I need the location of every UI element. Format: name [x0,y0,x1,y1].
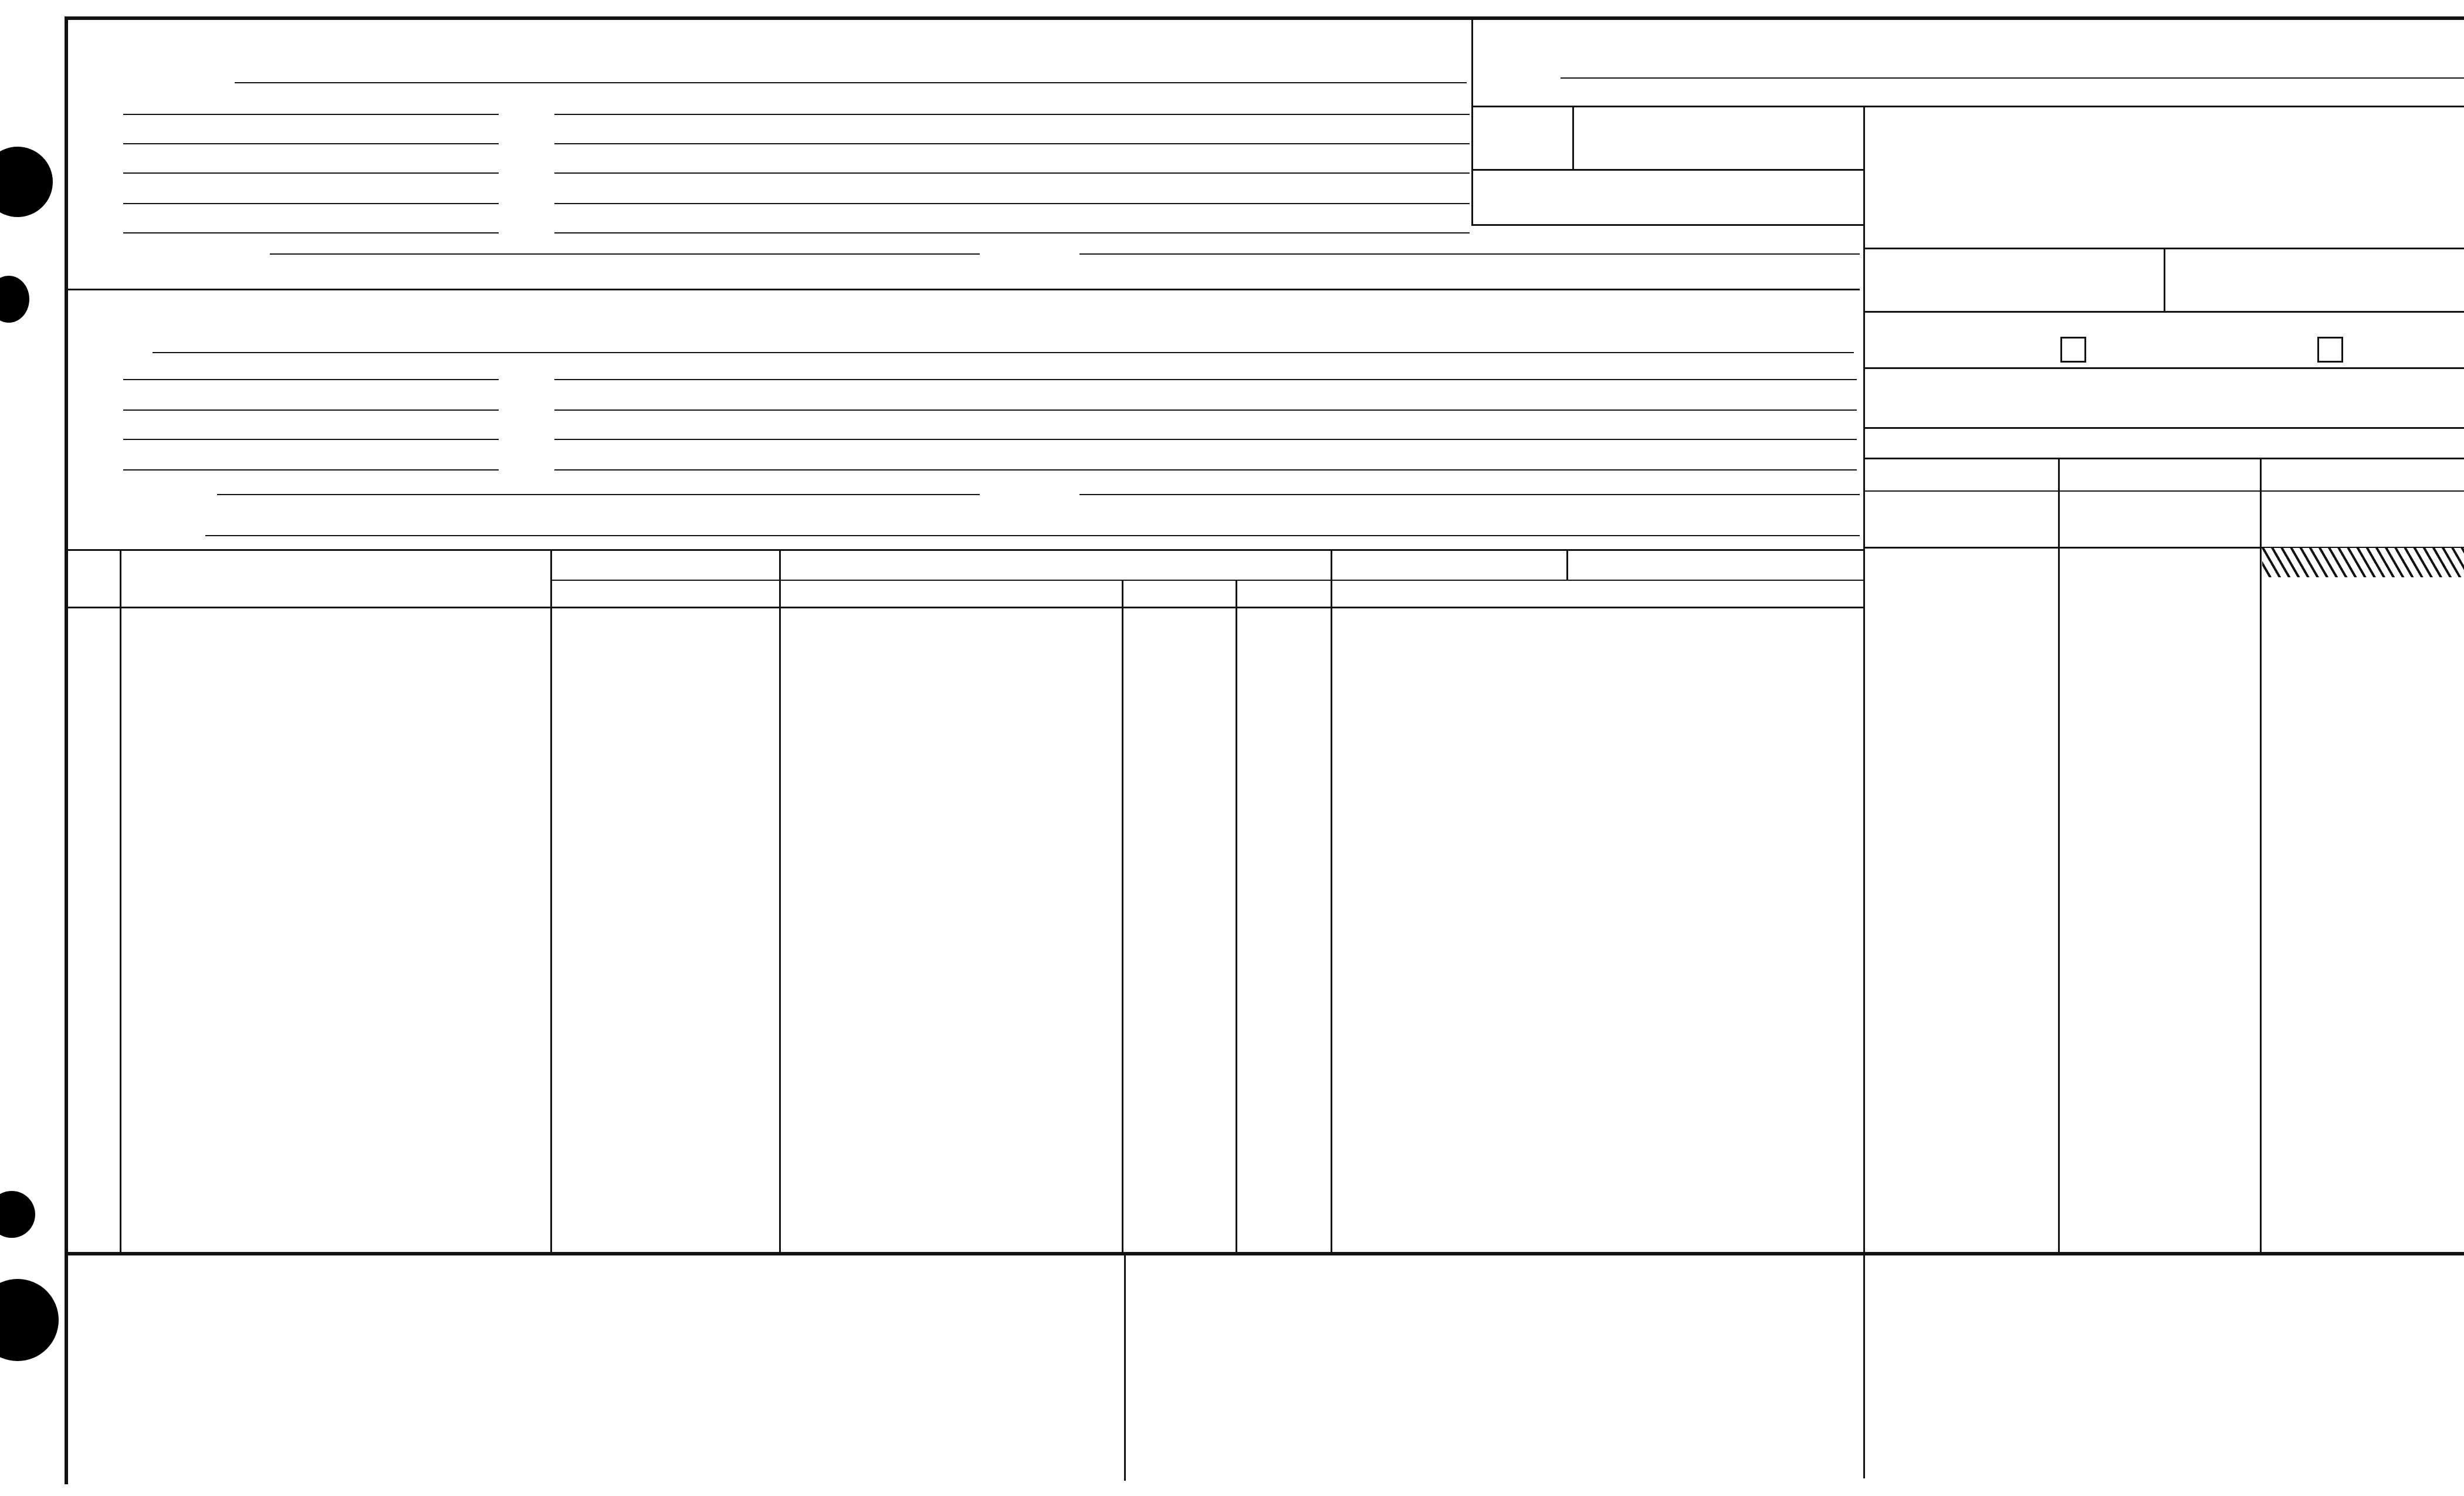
where-born-col-left [779,549,781,1253]
wife-bur-place-line [554,469,1857,471]
header-husband-line [1561,77,2464,79]
husband-born-place-line [554,114,1470,115]
lds-header-bottom [1863,490,2464,492]
other-marriages-divider [1124,1252,1126,1481]
left-border [65,18,68,1484]
ward-divider [1572,106,1574,170]
marriage-sub-line [1331,580,1863,581]
wife-name-line [153,352,1854,353]
wife-chr-line [123,409,499,411]
header-stake-bottom [1471,224,1864,226]
children-table-bottom [65,1252,2464,1255]
wifes-other-husbands-line [205,535,1860,536]
where-born-sub-line [779,580,1331,581]
four-gen-no-checkbox[interactable] [2317,337,2343,363]
husband-bur-place-line [554,232,1470,233]
husband-marr-place-line [554,172,1470,174]
wife-chr-place-line [554,409,1857,411]
children-header-bottom [65,607,1863,608]
when-died-col-left [1566,549,1568,580]
top-border [65,16,2464,20]
date-submitted-bottom [1863,427,2464,429]
when-born-sub-line [550,580,779,581]
wife-died-line [123,439,499,440]
husband-section-bottom [65,289,1860,290]
relation-divider [2164,248,2165,312]
wifes-mother-line [1079,494,1860,495]
wife-bur-line [123,469,499,471]
lds-col-divider-1 [2058,458,2060,1253]
header-ward-bottom [1471,169,1864,171]
husband-chr-place-line [554,143,1470,144]
husbands-mother-line [1079,253,1860,255]
relation-bottom [1863,311,2464,313]
children-table-top [65,549,1863,551]
lds-title-bottom [1863,458,2464,459]
husband-name-line [235,82,1467,83]
wife-died-place-line [554,439,1857,440]
four-gen-yes-checkbox[interactable] [2060,337,2086,363]
lds-hatched-cell [2262,548,2464,577]
binder-hole [0,1191,35,1238]
header-wife-line [1471,106,2464,107]
binder-hole [0,1279,59,1361]
husband-born-line [123,114,499,115]
lds-col-divider-2 [2260,458,2262,1253]
wife-born-line [123,379,499,380]
husband-died-line [123,203,499,204]
when-born-col-left [550,549,552,1253]
sex-col-divider [120,549,121,1253]
husband-marr-line [123,172,499,174]
marriage-col-left [1331,549,1332,1253]
wife-born-place-line [554,379,1857,380]
wifes-father-line [217,494,980,495]
binder-hole [0,276,29,323]
binder-hole [0,147,53,217]
county-col-left [1122,580,1123,1253]
four-gen-bottom [1863,367,2464,369]
husband-bur-line [123,232,499,233]
husbands-father-line [270,253,980,255]
state-col-left [1236,580,1237,1253]
husband-chr-line [123,143,499,144]
header-right-divider [1471,16,1473,225]
husband-died-place-line [554,203,1470,204]
